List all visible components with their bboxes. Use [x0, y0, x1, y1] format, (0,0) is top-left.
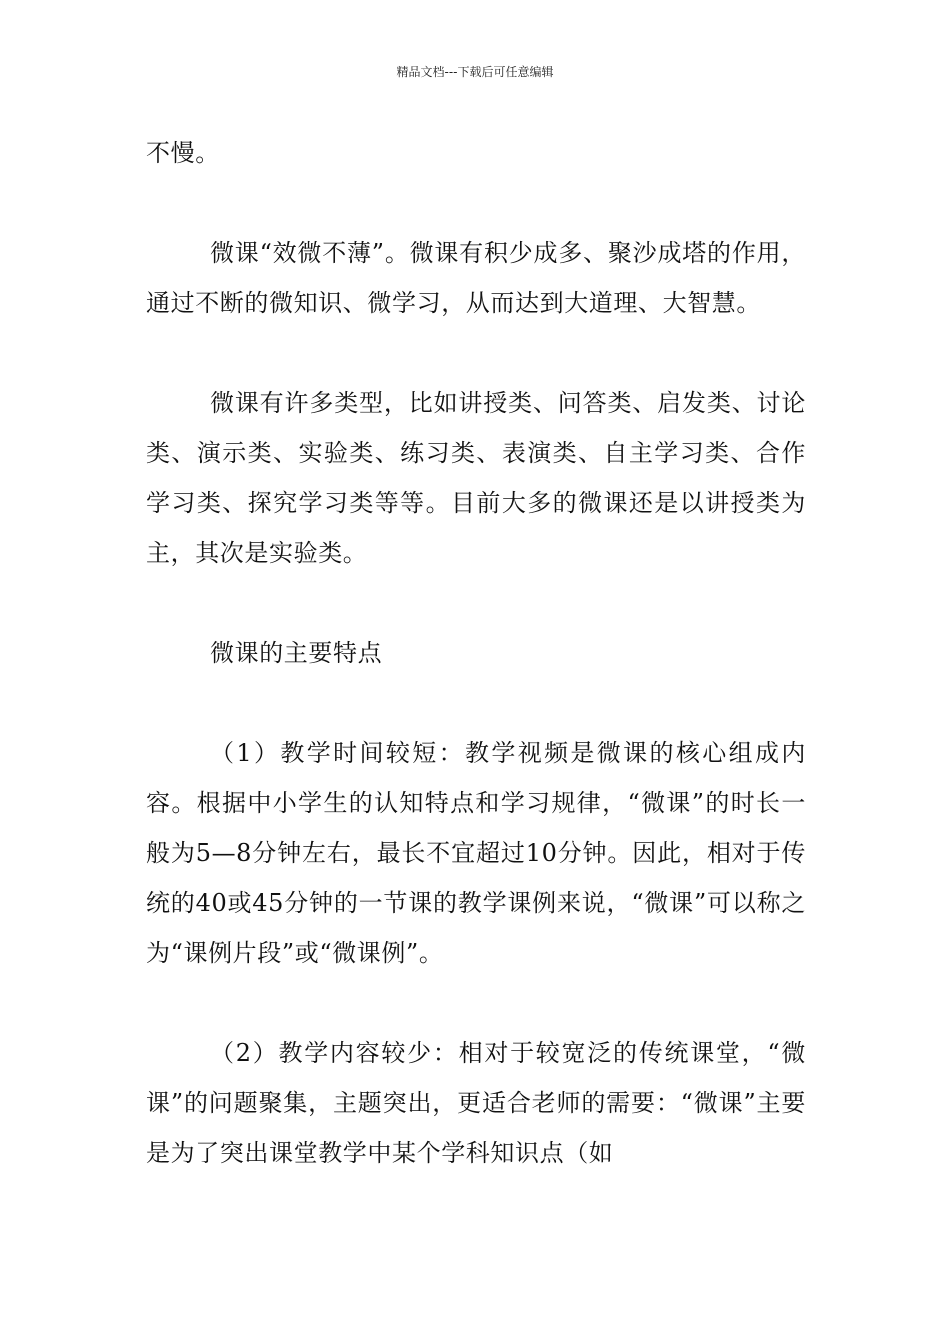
- section-heading-features: 微课的主要特点: [210, 639, 383, 667]
- paragraph-spacer: [146, 328, 806, 378]
- paragraph-spacer: [146, 178, 806, 228]
- paragraph-spacer: [146, 978, 806, 1028]
- paragraph-spacer: [146, 578, 806, 628]
- page-header: 精品文档---下载后可任意编辑: [396, 65, 554, 79]
- paragraph-micro-lesson-effect: 微课“效微不薄”。微课有积少成多、聚沙成塔的作用，通过不断的微知识、微学习，从而达到大道理、大智慧。: [146, 239, 806, 317]
- document-body: [146, 128, 806, 1178]
- paragraph-feature-2: （2）教学内容较少：相对于较宽泛的传统课堂，“微课”的问题聚集，主题突出，更适合老师的需要：“微课”主要是为了突出课堂教学中某个学科知识点（如: [146, 1039, 806, 1167]
- paragraph-micro-lesson-types: 微课有许多类型，比如讲授类、问答类、启发类、讨论类、演示类、实验类、练习类、表演类、自主学习类、合作学习类、探究学习类等等。目前大多的微课还是以讲授类为主，其次是实验类。: [146, 389, 806, 567]
- paragraph-spacer: [146, 678, 806, 728]
- paragraph-continuation: 不慢。: [146, 139, 220, 167]
- paragraph-feature-1: （1）教学时间较短：教学视频是微课的核心组成内容。根据中小学生的认知特点和学习规律，“微课”的时长一般为5—8分钟左右，最长不宜超过10分钟。因此，相对于传统的40或45分钟的一节课的教学课例来说，“微课”可以称之为“课例片段”或“微课例”。: [146, 739, 806, 967]
